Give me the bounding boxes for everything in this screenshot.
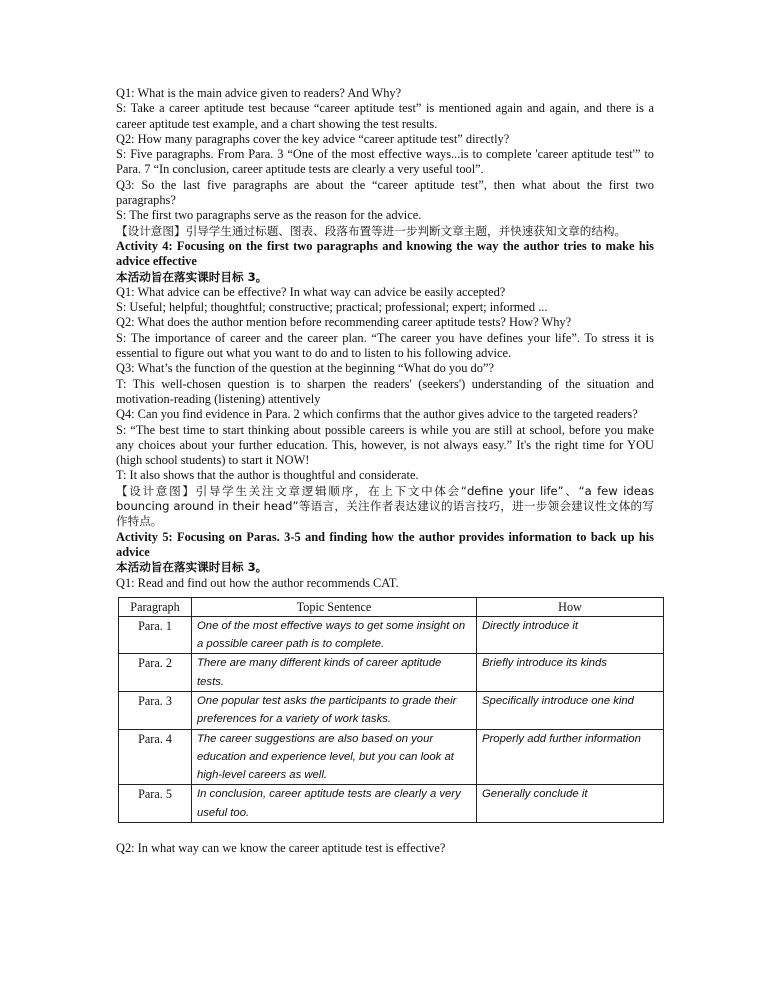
text-line: Activity 5: Focusing on Paras. 3-5 and finding how the author provides information to back up his advice: [116, 529, 654, 559]
header-how: How: [477, 597, 664, 616]
question-q2: Q2: In what way can we know the career aptitude test is effective?: [116, 841, 446, 856]
text-line: Q1: Read and find out how the author recommends CAT.: [116, 575, 399, 590]
document-body: [116, 86, 654, 591]
table-header-row: [119, 597, 664, 616]
cell-paragraph: Para. 4: [119, 729, 192, 785]
text-line: T: It also shows that the author is thoughtful and considerate.: [116, 468, 419, 483]
text-line: Q1: What is the main advice given to readers? And Why?: [116, 86, 402, 100]
text-line: 【设计意图】引导学生通过标题、图表、段落布置等进一步判断文章主题，并快速获知文章的结构。: [116, 223, 627, 238]
cell-topic-sentence: One popular test asks the participants to grade their preferences for a variety of work tasks.: [192, 691, 477, 729]
cell-how: Directly introduce it: [477, 616, 664, 654]
cell-topic-sentence: The career suggestions are also based on your education and experience level, but you can look at high-level careers as well.: [192, 729, 477, 785]
cell-paragraph: Para. 3: [119, 691, 192, 729]
cell-topic-sentence: In conclusion, career aptitude tests are clearly a very useful too.: [192, 785, 477, 823]
text-line: Q3: What’s the function of the question at the beginning “What do you do”?: [116, 361, 494, 376]
text-line: Activity 4: Focusing on the first two paragraphs and knowing the way the author tries to make his advice effective: [116, 238, 654, 269]
text-line: 本活动旨在落实课时目标 3。: [116, 560, 268, 575]
cell-topic-sentence: There are many different kinds of career aptitude tests.: [192, 654, 477, 692]
text-line: S: The importance of career and the career plan. “The career you have defines your life”. To stress it is essential to figure out what you want to do and to listen to his following advice.: [116, 330, 654, 361]
text-line: 【设计意图】引导学生关注文章逻辑顺序，在上下文中体会“define your life”、“a few ideas bouncing around in their head”等语言，关注作者表达建议的语言技巧，进一步领会建议性文体的写作特点。: [116, 483, 654, 529]
table-row: [119, 785, 664, 823]
cell-how: Generally conclude it: [477, 785, 664, 823]
cell-paragraph: Para. 2: [119, 654, 192, 692]
cell-how: Briefly introduce its kinds: [477, 654, 664, 692]
text-line: S: Five paragraphs. From Para. 3 “One of the most effective ways...is to complete 'career aptitude test'” to Para. 7 “In conclusion, career aptitude tests are clearly a very useful tool”.: [116, 147, 654, 177]
text-line: S: “The best time to start thinking about possible careers is while you are still at school, before you make any choices about your further education. This, however, is not always easy.” It's the right time for YOU (high school students) to start it NOW!: [116, 422, 654, 468]
text-line: Q2: How many paragraphs cover the key advice “career aptitude test” directly?: [116, 131, 510, 146]
header-paragraph: Paragraph: [119, 597, 192, 616]
table-row: [119, 616, 664, 654]
text-line: T: This well-chosen question is to sharpen the readers' (seekers') understanding of the situation and motivation-reading (listening) attentively: [116, 376, 654, 406]
text-line: Q1: What advice can be effective? In what way can advice be easily accepted?: [116, 284, 506, 299]
table-row: [119, 729, 664, 785]
cell-how: Specifically introduce one kind: [477, 691, 664, 729]
cell-paragraph: Para. 5: [119, 785, 192, 823]
text-line: 本活动旨在落实课时目标 3。: [116, 269, 268, 284]
cat-recommendation-table: [118, 597, 664, 823]
cell-paragraph: Para. 1: [119, 616, 192, 654]
table-row: [119, 691, 664, 729]
cell-how: Properly add further information: [477, 729, 664, 785]
cell-topic-sentence: One of the most effective ways to get some insight on a possible career path is to complete.: [192, 616, 477, 654]
text-line: Q2: What does the author mention before recommending career aptitude tests? How? Why?: [116, 315, 572, 330]
text-line: Q4: Can you find evidence in Para. 2 which confirms that the author gives advice to the targeted readers?: [116, 407, 638, 422]
text-line: S: The first two paragraphs serve as the reason for the advice.: [116, 208, 422, 223]
table-row: [119, 654, 664, 692]
cat-table-wrapper: [118, 597, 664, 823]
header-topic-sentence: Topic Sentence: [192, 597, 477, 616]
text-line: S: Useful; helpful; thoughtful; constructive; practical; professional; expert; informed ...: [116, 300, 548, 315]
text-line: Q3: So the last five paragraphs are about the “career aptitude test”, then what about the first two paragraphs?: [116, 177, 654, 208]
text-line: S: Take a career aptitude test because “career aptitude test” is mentioned again and again, and there is a career aptitude test example, and a chart showing the test results.: [116, 101, 654, 131]
document-page: [116, 86, 654, 856]
